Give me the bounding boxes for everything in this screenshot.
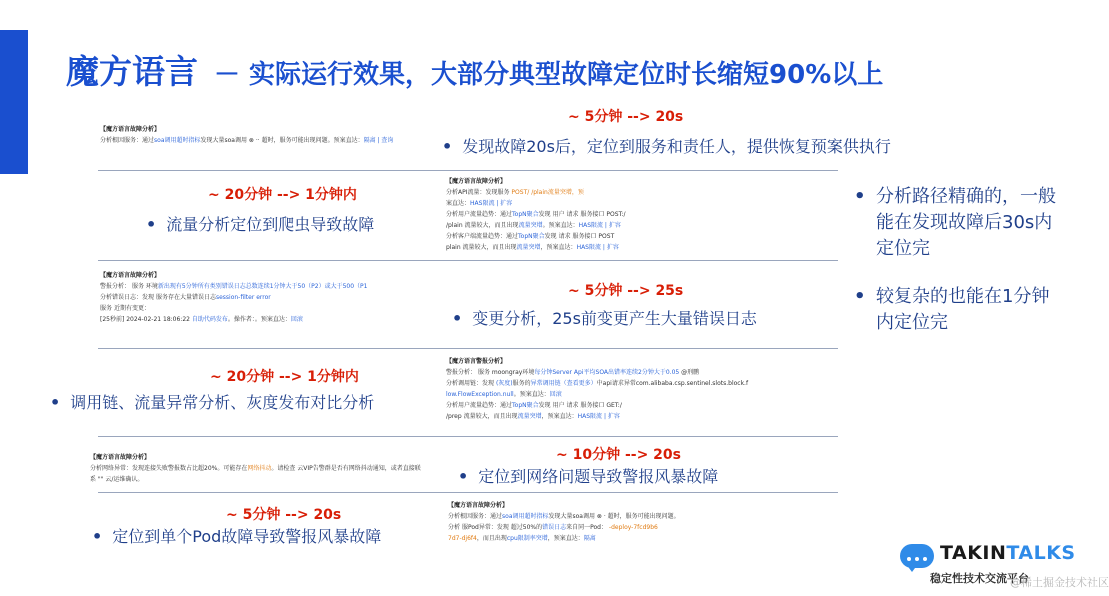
case-6-text: • 定位到单个Pod故障导致警报风暴故障 [92, 527, 382, 546]
side-point-2: • 较复杂的也能在1分钟内定位完 [854, 286, 1050, 333]
divider [98, 170, 838, 171]
case-5-time: ~ 10分钟 --> 20s [556, 447, 682, 463]
case-4-time: ~ 20分钟 --> 1分钟内 [210, 369, 359, 385]
chat-bubble-icon [900, 544, 934, 568]
divider [98, 260, 838, 261]
case-2-time: ~ 20分钟 --> 1分钟内 [208, 187, 357, 203]
divider [98, 348, 838, 349]
title-main: 魔方语言 [66, 52, 198, 91]
accent-bar [0, 30, 28, 174]
watermark: @稀土掘金技术社区 [1010, 576, 1109, 589]
snippet-trace-analysis: 【魔方语言警报分析】 警报分析： 服务 moongray环境每分钟Server Api平均SOA出错率连续2分钟大于0.05 @刑鹏 分析调用链：发现 (灰度)服务的异常调用链（查看更多）中api请求异常com.alibaba.csp.sentinel.slots.block.f low.FlowException.null。预案直达：回滚 分析用户流量趋势：通过TopN聚合发现 用户 请求 服务接口 GET:/ /prep 流量较大，而且出现流量突增，预案直达：HAS限流 | 扩容 [446, 356, 776, 426]
case-3-text: • 变更分析，25s前变更产生大量错误日志 [452, 309, 757, 328]
case-4-text: • 调用链、流量异常分析、灰度发布对比分析 [50, 393, 375, 412]
case-5-text: • 定位到网络问题导致警报风暴故障 [458, 467, 719, 486]
case-2-text: • 流量分析定位到爬虫导致故障 [146, 215, 375, 234]
snippet-change-analysis: 【魔方语言故障分析】 警报分析： 服务 环境新出现有5分钟所有类别错误日志总数连续1分钟大于50（P2）或大于500（P1 分析错误日志：发现 服务存在大量错误日志session-filter error 服务 近期有变更： [25秒前] 2024-02-21 18:06:22 自助代码发布。操作者：。预案直达：回滚 [100, 270, 430, 346]
logo-name: TAKINTALKS [940, 542, 1076, 564]
case-1-text: • 发现故障20s后，定位到服务和责任人，提供恢复预案供执行 [442, 137, 891, 156]
divider [98, 492, 838, 493]
case-6-time: ~ 5分钟 --> 20s [226, 507, 342, 523]
logo-tagline: 稳定性技术交流平台 [930, 572, 1029, 585]
title-subtitle: － 实际运行效果，大部分典型故障定位时长缩短90%以上 [214, 60, 884, 90]
snippet-traffic-analysis: 【魔方语言故障分析】 分析API流量：发现服务 POST/ /plain流量突增，预 案直达：HAS限流 | 扩容 分析用户流量趋势：通过TopN聚合发现 用户 请求 服务接口 POST:/ /plain 流量较大，而且出现流量突增。预案直达：HAS限流 | 扩容 分析客户端流量趋势：通过TopN聚合发现 请求 服务接口 POST plain 流量较大，而且出现流量突增，预案直达：HAS限流 | 扩容 [446, 176, 776, 256]
snippet-root-cause: 【魔方语言故障分析】 分析根因服务：通过soa调用超时指标发现大量soa调用 ⊗ ·· 超时，服务可能出现问题。预案直达：隔离 | 查询 [100, 124, 420, 160]
snippet-pod-analysis: 【魔方语言故障分析】 分析根因服务：通过soa调用超时指标发现大量soa调用 ⊗ · 超时，服务可能出现问题。 分析 服Pod异常：发现 超过50%的错误日志来自同一Pod： -deploy-7fcd9b6 7d7-dj6f4，而且出现cpu限制率突增，预案直达：隔离 [448, 500, 788, 542]
divider [98, 436, 838, 437]
snippet-network-analysis: 【魔方语言故障分析】 分析网络异常：发现连接失败警报数占比超20%。可能存在网络抖动。请检查 云VIP告警群是否有网络抖动通知，或者直接联 系 "" 云/运维确认。 [90, 452, 430, 488]
case-1-time: ~ 5分钟 --> 20s [568, 109, 684, 125]
case-3-time: ~ 5分钟 --> 25s [568, 283, 684, 299]
page-title [66, 46, 883, 93]
side-point-1: • 分析路径精确的，一般能在发现故障后30s内定位完 [854, 186, 1056, 259]
